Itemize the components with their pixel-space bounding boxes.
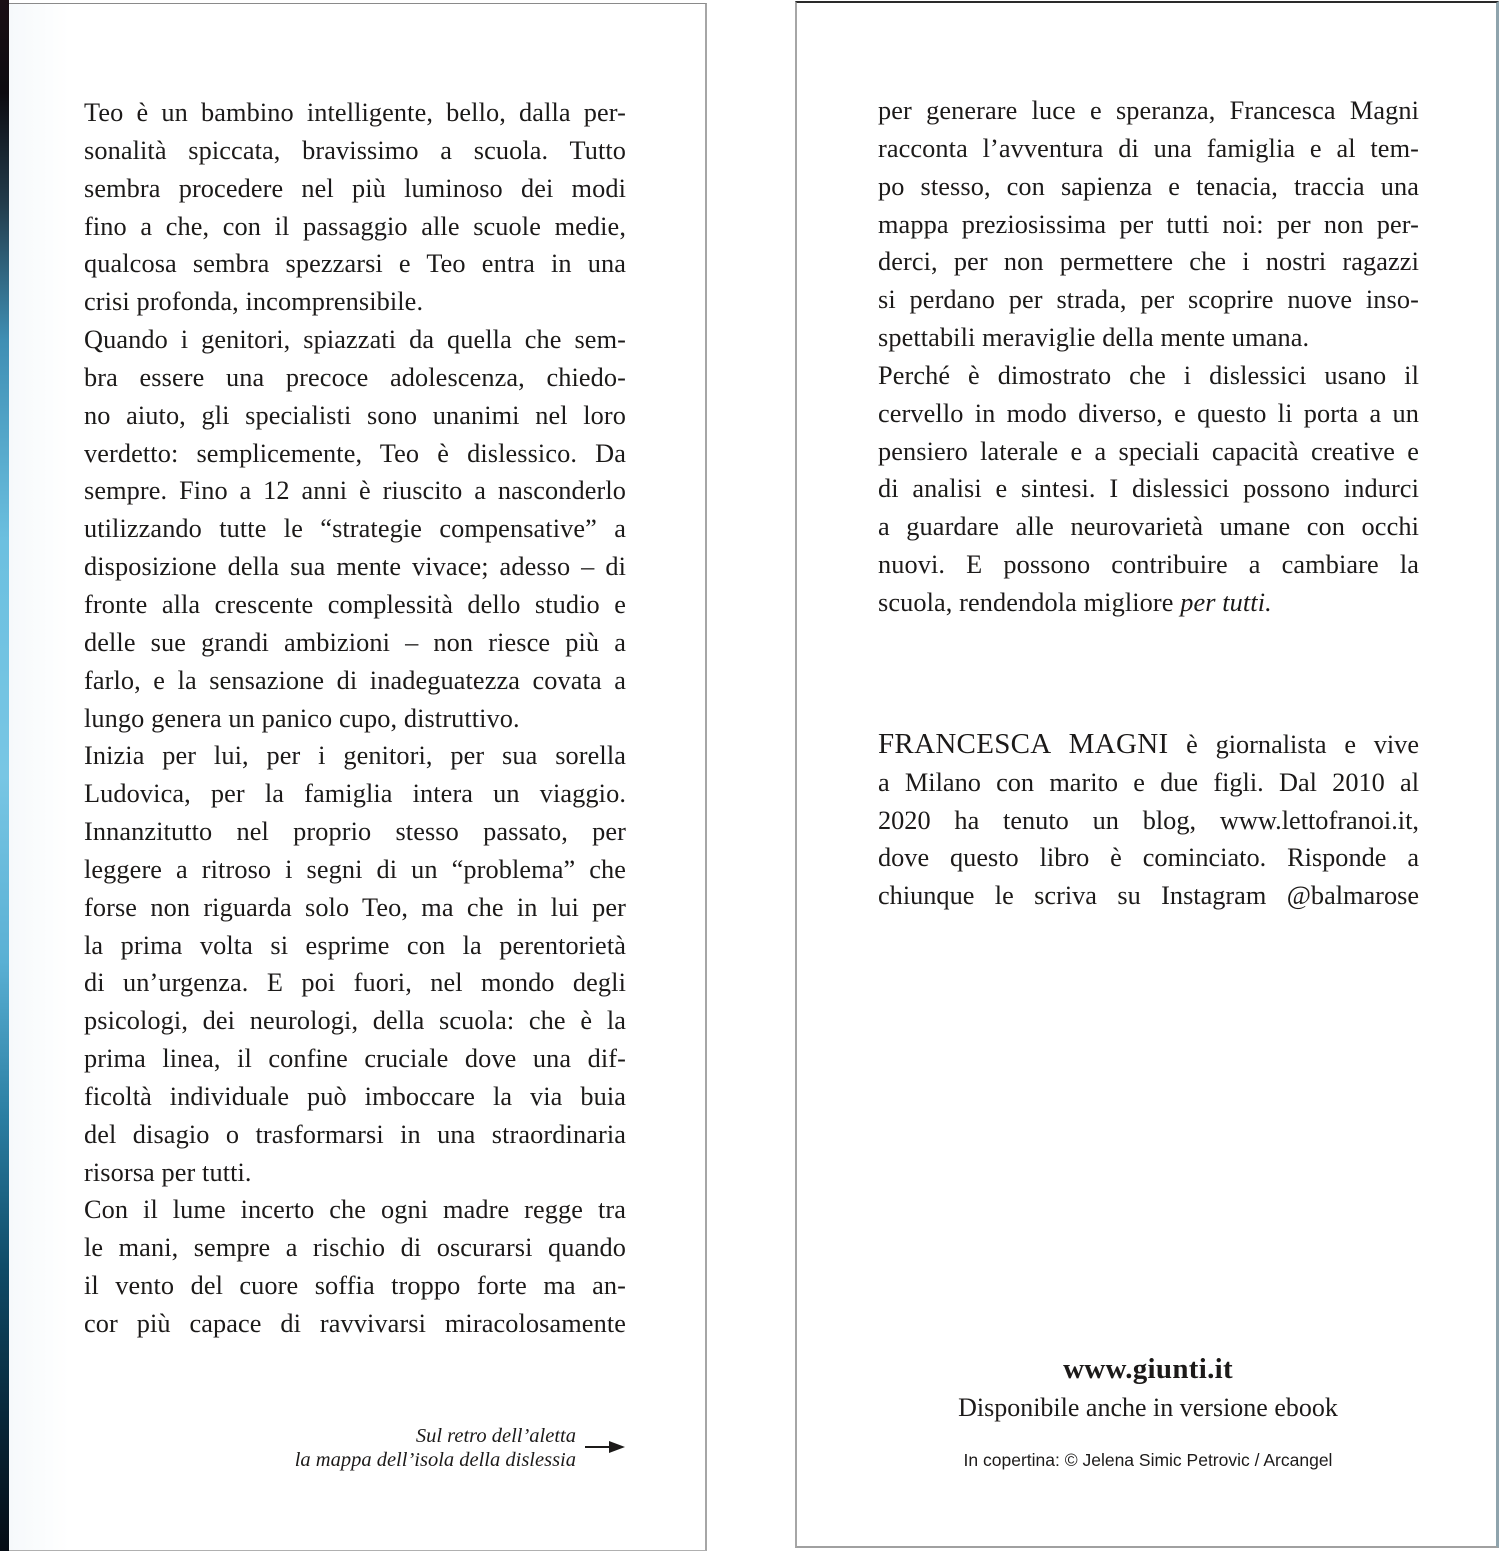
text-line: po stesso, con sapienza e tenacia, traccia una xyxy=(878,171,1419,201)
map-note xyxy=(240,1424,576,1472)
bio-line: chiunque le scriva su Instagram @balmarose xyxy=(878,881,1419,911)
cover-edge-strip xyxy=(0,0,9,1551)
text-line: racconta l’avventura di una famiglia e al tem- xyxy=(878,133,1419,163)
text-line: bra essere una precoce adolescenza, chiedo- xyxy=(84,362,626,392)
author-name: FRANCESCA MAGNI xyxy=(878,728,1169,760)
ebook-availability: Disponibile anche in versione ebook xyxy=(958,1393,1338,1422)
text-line: farlo, e la sensazione di inadeguatezza covata a xyxy=(84,665,626,695)
text-line: ficoltà individuale può imboccare la via buia xyxy=(84,1081,626,1111)
text-line: lungo genera un panico cupo, distruttivo. xyxy=(84,703,520,733)
text-line: verdetto: semplicemente, Teo è dislessico. Da xyxy=(84,438,626,468)
cover-credit: In copertina: © Jelena Simic Petrovic / Arcangel xyxy=(963,1450,1333,1470)
bio-line: dove questo libro è cominciato. Risponde a xyxy=(878,843,1419,873)
text-line: fino a che, con il passaggio alle scuole medie, xyxy=(84,211,626,241)
text-line-final xyxy=(878,584,1419,622)
text-line: no aiuto, gli specialisti sono unanimi nel loro xyxy=(84,400,626,430)
bio-line: a Milano con marito e due figli. Dal 2010 al xyxy=(878,767,1419,797)
text-line: sembra procedere nel più luminoso dei modi xyxy=(84,173,626,203)
bio-line xyxy=(878,726,1419,764)
author-bio xyxy=(878,726,1419,915)
text-line: Quando i genitori, spiazzati da quella che sem- xyxy=(84,325,626,355)
text-line: la prima volta si esprime con la perentorietà xyxy=(84,930,626,960)
text-line: di un’urgenza. E poi fuori, nel mondo degli xyxy=(84,968,626,998)
text-line: qualcosa sembra spezzarsi e Teo entra in una xyxy=(84,249,626,279)
text-line: psicologi, dei neurologi, della scuola: che è la xyxy=(84,1006,626,1036)
text-line: Ludovica, per la famiglia intera un viaggio. xyxy=(84,779,626,809)
text-line: forse non riguarda solo Teo, ma che in lui per xyxy=(84,892,626,922)
text-line: cor più capace di ravvivarsi miracolosamente xyxy=(84,1309,626,1338)
text-line: le mani, sempre a rischio di oscurarsi quando xyxy=(84,1233,626,1263)
text-line: spettabili meraviglie della mente umana. xyxy=(878,323,1310,353)
text-line: il vento del cuore soffia troppo forte ma an- xyxy=(84,1271,626,1301)
text-line: sonalità spiccata, bravissimo a scuola. Tutto xyxy=(84,135,626,165)
text-line: leggere a ritroso i segni di un “problema” che xyxy=(84,854,626,884)
text-line: Teo è un bambino intelligente, bello, dalla per- xyxy=(84,98,626,127)
text-line: utilizzando tutte le “strategie compensative” a xyxy=(84,514,626,544)
text-line: Con il lume incerto che ogni madre regge tra xyxy=(84,1195,626,1225)
text-line: fronte alla crescente complessità dello studio e xyxy=(84,589,626,619)
text-line: derci, per non permettere che i nostri ragazzi xyxy=(878,247,1419,277)
text-line: risorsa per tutti. xyxy=(84,1157,252,1187)
text-line: del disagio o trasformarsi in una straordinaria xyxy=(84,1119,626,1149)
right-flap-text xyxy=(878,92,1419,622)
map-note-line-2: la mappa dell’isola della dislessia xyxy=(294,1449,576,1471)
text-line: Perché è dimostrato che i dislessici usano il xyxy=(878,360,1419,390)
text-line: pensiero laterale e a speciali capacità creative e xyxy=(878,436,1419,466)
text-line: a guardare alle neurovarietà umane con occhi xyxy=(878,512,1419,542)
text-line: si perdano per strada, per scoprire nuove inso- xyxy=(878,285,1419,315)
bio-line: 2020 ha tenuto un blog, www.lettofranoi.it, xyxy=(878,805,1419,835)
arrow-right-icon xyxy=(585,1440,625,1454)
text-line: di analisi e sintesi. I dislessici possono indurci xyxy=(878,474,1419,504)
text-line: prima linea, il confine cruciale dove una dif- xyxy=(84,1044,626,1074)
final-line-italic: per tutti. xyxy=(1180,587,1272,617)
text-line: nuovi. E possono contribuire a cambiare la xyxy=(878,550,1419,580)
bio-line-1-rest: è giornalista e vive xyxy=(1168,730,1420,759)
final-line-text: scuola, rendendola migliore xyxy=(878,587,1181,617)
publisher-website: www.giunti.it xyxy=(1063,1353,1233,1385)
text-line: mappa preziosissima per tutti noi: per non per- xyxy=(878,209,1419,239)
map-note-line-1: Sul retro dell’aletta xyxy=(415,1425,576,1447)
left-flap-text xyxy=(84,94,626,1343)
text-line: cervello in modo diverso, e questo li porta a un xyxy=(878,398,1419,428)
text-line: per generare luce e speranza, Francesca Magni xyxy=(878,96,1419,125)
text-line: disposizione della sua mente vivace; adesso – di xyxy=(84,552,626,582)
text-line: Innanzitutto nel proprio stesso passato, per xyxy=(84,817,626,847)
text-line: crisi profonda, incomprensibile. xyxy=(84,287,424,317)
text-line: Inizia per lui, per i genitori, per sua sorella xyxy=(84,741,626,771)
text-line: delle sue grandi ambizioni – non riesce più a xyxy=(84,627,626,657)
text-line: sempre. Fino a 12 anni è riuscito a nasconderlo xyxy=(84,476,626,506)
